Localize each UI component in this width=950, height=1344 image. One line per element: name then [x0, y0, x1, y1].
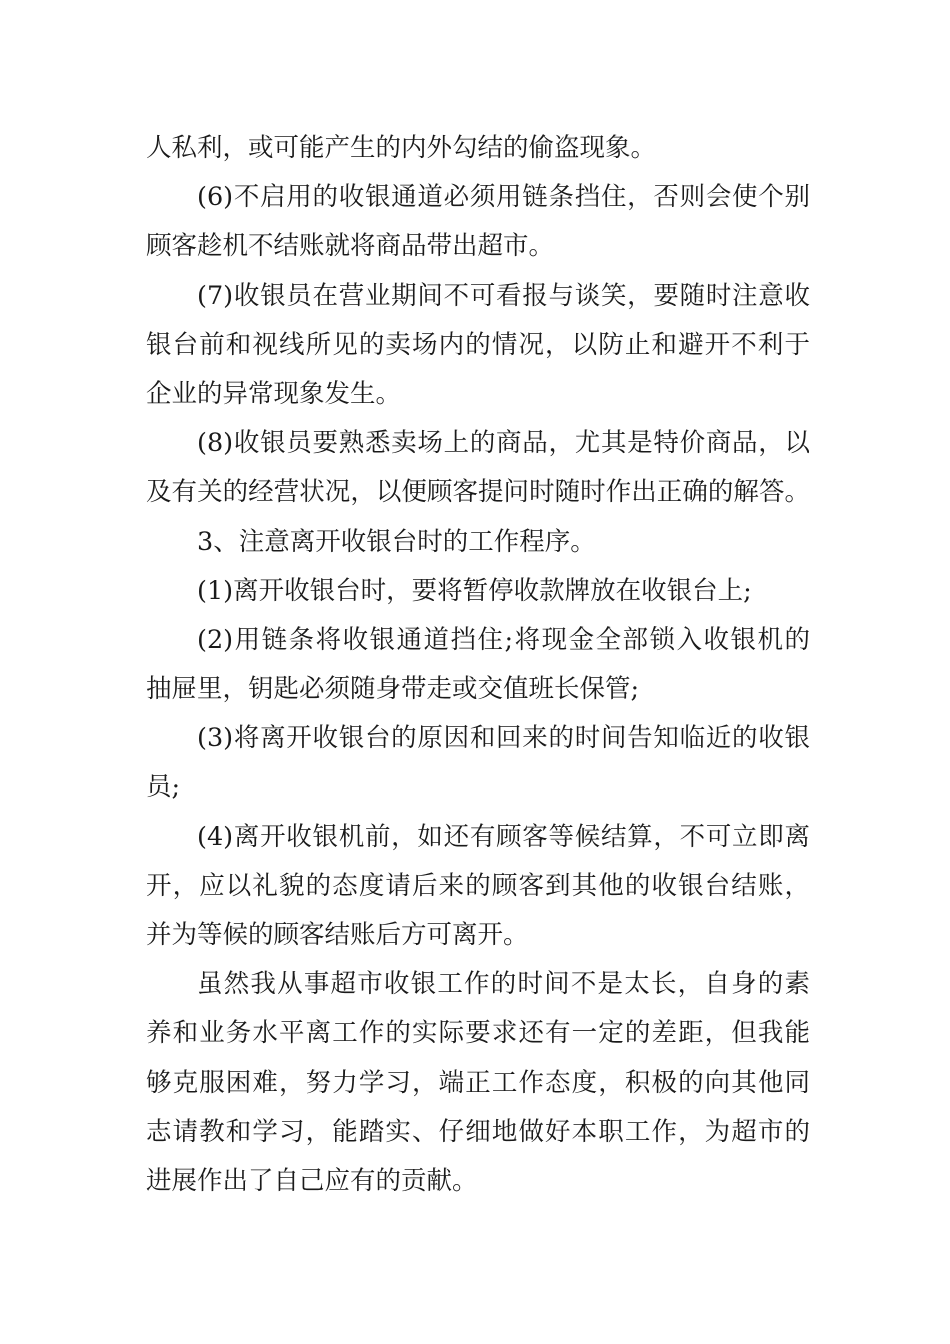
text-line: 开，应以礼貌的态度请后来的顾客到其他的收银台结账， [146, 870, 810, 901]
text-line: 抽屉里，钥匙必须随身带走或交值班长保管; [146, 674, 640, 705]
text-line: (7)收银员在营业期间不可看报与谈笑，要随时注意收 [197, 280, 810, 311]
text-line: 人私利，或可能产生的内外勾结的偷盗现象。 [146, 133, 657, 163]
text-line: 并为等候的顾客结账后方可离开。 [146, 920, 529, 950]
text-line: (8)收银员要熟悉卖场上的商品，尤其是特价商品，以 [197, 428, 810, 459]
text-line: 员; [146, 772, 181, 803]
text-line: 志请教和学习，能踏实、仔细地做好本职工作，为超市的 [146, 1116, 810, 1147]
text-line: 进展作出了自己应有的贡献。 [146, 1165, 478, 1196]
text-line: 虽然我从事超市收银工作的时间不是太长，自身的素 [197, 969, 810, 1000]
text-line: (4)离开收银机前，如还有顾客等候结算，不可立即离 [197, 821, 810, 852]
text-line: (1)离开收银台时，要将暂停收款牌放在收银台上; [197, 575, 752, 606]
text-line: 够克服困难，努力学习，端正工作态度，积极的向其他同 [146, 1067, 810, 1098]
text-line: (3)将离开收银台的原因和回来的时间告知临近的收银 [197, 723, 810, 754]
text-line: 企业的异常现象发生。 [146, 378, 402, 409]
text-line: (6)不启用的收银通道必须用链条挡住，否则会使个别 [197, 182, 810, 213]
document-body [146, 124, 810, 1206]
section-heading: 3、注意离开收银台时的工作程序。 [197, 526, 596, 557]
text-line: 及有关的经营状况，以便顾客提问时随时作出正确的解答。 [146, 477, 810, 508]
text-line: (2)用链条将收银通道挡住;将现金全部锁入收银机的 [197, 624, 810, 655]
text-line: 养和业务水平离工作的实际要求还有一定的差距，但我能 [146, 1018, 810, 1049]
text-line: 顾客趁机不结账就将商品带出超市。 [146, 231, 555, 262]
text-line: 银台前和视线所见的卖场内的情况，以防止和避开不利于 [146, 329, 810, 360]
